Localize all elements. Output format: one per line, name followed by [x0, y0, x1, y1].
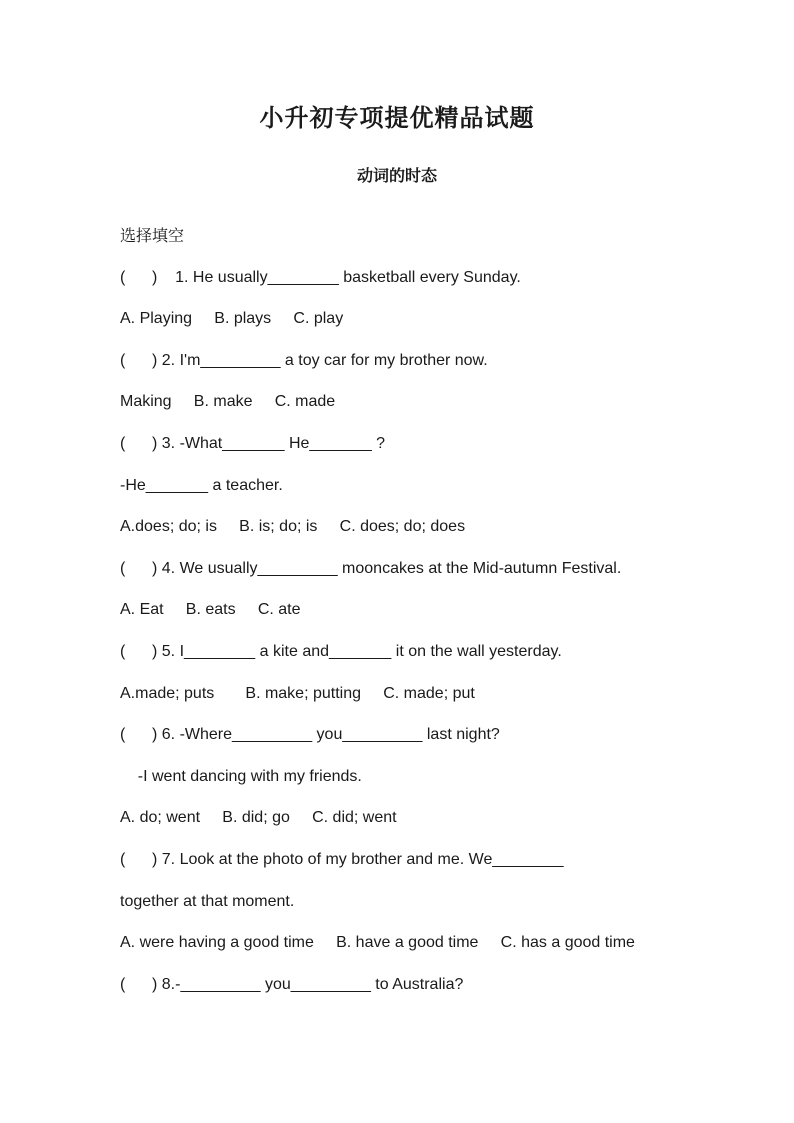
question-2: ( ) 2. I'm_________ a toy car for my brother now. [120, 352, 488, 369]
options-3: A.does; do; is B. is; do; is C. does; do; does [120, 518, 466, 535]
question-5: ( ) 5. I________ a kite and_______ it on the wall yesterday. [120, 643, 562, 660]
options-1: A. Playing B. plays C. play [120, 310, 344, 327]
options-4: A. Eat B. eats C. ate [120, 601, 301, 618]
section-label: 选择填空 [120, 226, 185, 245]
question-3-answer-line: -He_______ a teacher. [120, 477, 283, 494]
question-6-answer-line: -I went dancing with my friends. [120, 768, 362, 785]
options-2: Making B. make C. made [120, 393, 336, 410]
document-subtitle: 动词的时态 [356, 166, 437, 185]
options-7: A. were having a good time B. have a good time C. has a good time [120, 934, 635, 951]
options-5: A.made; puts B. make; putting C. made; put [120, 685, 475, 702]
question-3: ( ) 3. -What_______ He_______ ? [120, 435, 386, 452]
question-1: ( ) 1. He usually________ basketball every Sunday. [120, 269, 521, 286]
question-7-continuation: together at that moment. [120, 893, 295, 910]
question-6: ( ) 6. -Where_________ you_________ last night? [120, 726, 500, 743]
question-4: ( ) 4. We usually_________ mooncakes at the Mid-autumn Festival. [120, 560, 622, 577]
options-6: A. do; went B. did; go C. did; went [120, 809, 397, 826]
document-title: 小升初专项提优精品试题 [259, 104, 535, 132]
question-8: ( ) 8.-_________ you_________ to Australia? [120, 976, 464, 993]
question-7: ( ) 7. Look at the photo of my brother and me. We________ [120, 851, 564, 868]
